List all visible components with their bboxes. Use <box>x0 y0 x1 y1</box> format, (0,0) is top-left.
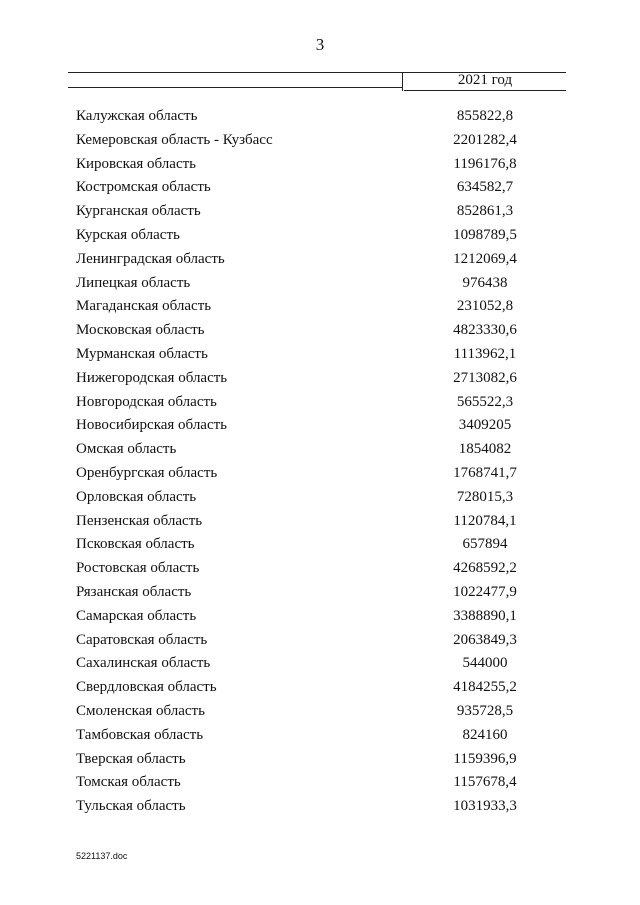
region-value: 1098789,5 <box>453 226 517 243</box>
region-name: Новгородская область <box>76 393 217 410</box>
region-value: 1196176,8 <box>453 155 517 172</box>
region-name: Московская область <box>76 322 205 339</box>
region-value: 2063849,3 <box>453 631 517 648</box>
table-row <box>0 725 640 749</box>
table-row <box>0 701 640 725</box>
region-name: Новосибирская область <box>76 417 228 434</box>
table-row <box>0 225 640 249</box>
region-value: 935728,5 <box>456 702 514 719</box>
region-value: 1022477,9 <box>453 583 517 600</box>
document-code: 5221137.doc <box>76 851 128 861</box>
header-bottom-rule-right <box>404 90 566 91</box>
region-name: Мурманская область <box>76 345 208 362</box>
region-name: Ростовская область <box>76 560 200 577</box>
table-row <box>0 558 640 582</box>
region-name: Томская область <box>76 774 181 791</box>
region-name: Свердловская область <box>76 679 217 696</box>
region-value: 4184255,2 <box>453 679 517 696</box>
region-name: Оренбургская область <box>76 464 218 481</box>
table-row <box>0 534 640 558</box>
table-row <box>0 249 640 273</box>
year-column-header: 2021 год <box>457 72 513 88</box>
region-value: 1768741,7 <box>453 464 517 481</box>
region-name: Тульская область <box>76 798 186 815</box>
table-row <box>0 177 640 201</box>
table-row <box>0 511 640 535</box>
region-value: 824160 <box>462 726 508 743</box>
table-row <box>0 439 640 463</box>
region-name: Ленинградская область <box>76 250 225 267</box>
region-name: Омская область <box>76 441 177 458</box>
table-row <box>0 368 640 392</box>
region-name: Псковская область <box>76 536 195 553</box>
region-name: Магаданская область <box>76 298 212 315</box>
region-value: 657894 <box>462 536 508 553</box>
region-name: Самарская область <box>76 607 197 624</box>
table-row <box>0 487 640 511</box>
table-row <box>0 320 640 344</box>
region-name: Кировская область <box>76 155 197 172</box>
data-table <box>0 106 640 820</box>
page-number: 3 <box>315 35 325 54</box>
region-value: 1212069,4 <box>453 250 517 267</box>
table-row <box>0 106 640 130</box>
region-value: 2713082,6 <box>453 369 517 386</box>
region-name: Калужская область <box>76 108 198 124</box>
region-value: 231052,8 <box>456 298 514 315</box>
table-row <box>0 772 640 796</box>
region-name: Курганская область <box>76 203 201 220</box>
region-value: 1854082 <box>458 441 512 458</box>
region-value: 976438 <box>462 274 508 291</box>
table-row <box>0 130 640 154</box>
table-row <box>0 582 640 606</box>
region-name: Саратовская область <box>76 631 208 648</box>
table-row <box>0 630 640 654</box>
region-value: 544000 <box>462 655 508 672</box>
region-value: 728015,3 <box>456 488 514 505</box>
region-value: 855822,8 <box>456 108 514 124</box>
table-row <box>0 392 640 416</box>
region-name: Тамбовская область <box>76 726 204 743</box>
table-row <box>0 677 640 701</box>
region-value: 3409205 <box>458 417 512 434</box>
table-row <box>0 154 640 178</box>
table-row <box>0 796 640 820</box>
region-name: Курская область <box>76 226 180 243</box>
header-column-separator <box>402 73 403 91</box>
region-value: 634582,7 <box>456 179 514 196</box>
table-row <box>0 296 640 320</box>
table-row <box>0 463 640 487</box>
region-value: 852861,3 <box>456 203 514 220</box>
region-name: Тверская область <box>76 750 186 767</box>
region-value: 1113962,1 <box>453 345 517 362</box>
region-value: 1031933,3 <box>453 798 517 815</box>
region-value: 3388890,1 <box>453 607 517 624</box>
region-name: Сахалинская область <box>76 655 211 672</box>
table-row <box>0 749 640 773</box>
region-name: Рязанская область <box>76 583 192 600</box>
region-name: Пензенская область <box>76 512 203 529</box>
header-bottom-rule-left <box>68 87 402 88</box>
table-row <box>0 653 640 677</box>
region-value: 1120784,1 <box>453 512 517 529</box>
region-name: Нижегородская область <box>76 369 228 386</box>
table-row <box>0 273 640 297</box>
table-row <box>0 344 640 368</box>
region-name: Орловская область <box>76 488 197 505</box>
region-value: 2201282,4 <box>453 131 517 148</box>
region-name: Липецкая область <box>76 274 191 291</box>
region-value: 4823330,6 <box>453 322 517 339</box>
table-row <box>0 415 640 439</box>
table-row <box>0 606 640 630</box>
region-value: 4268592,2 <box>453 560 517 577</box>
region-value: 565522,3 <box>456 393 514 410</box>
region-name: Кемеровская область - Кузбасс <box>76 131 273 148</box>
region-value: 1159396,9 <box>453 750 517 767</box>
region-name: Костромская область <box>76 179 211 196</box>
table-row <box>0 201 640 225</box>
region-value: 1157678,4 <box>453 774 517 791</box>
region-name: Смоленская область <box>76 702 205 719</box>
